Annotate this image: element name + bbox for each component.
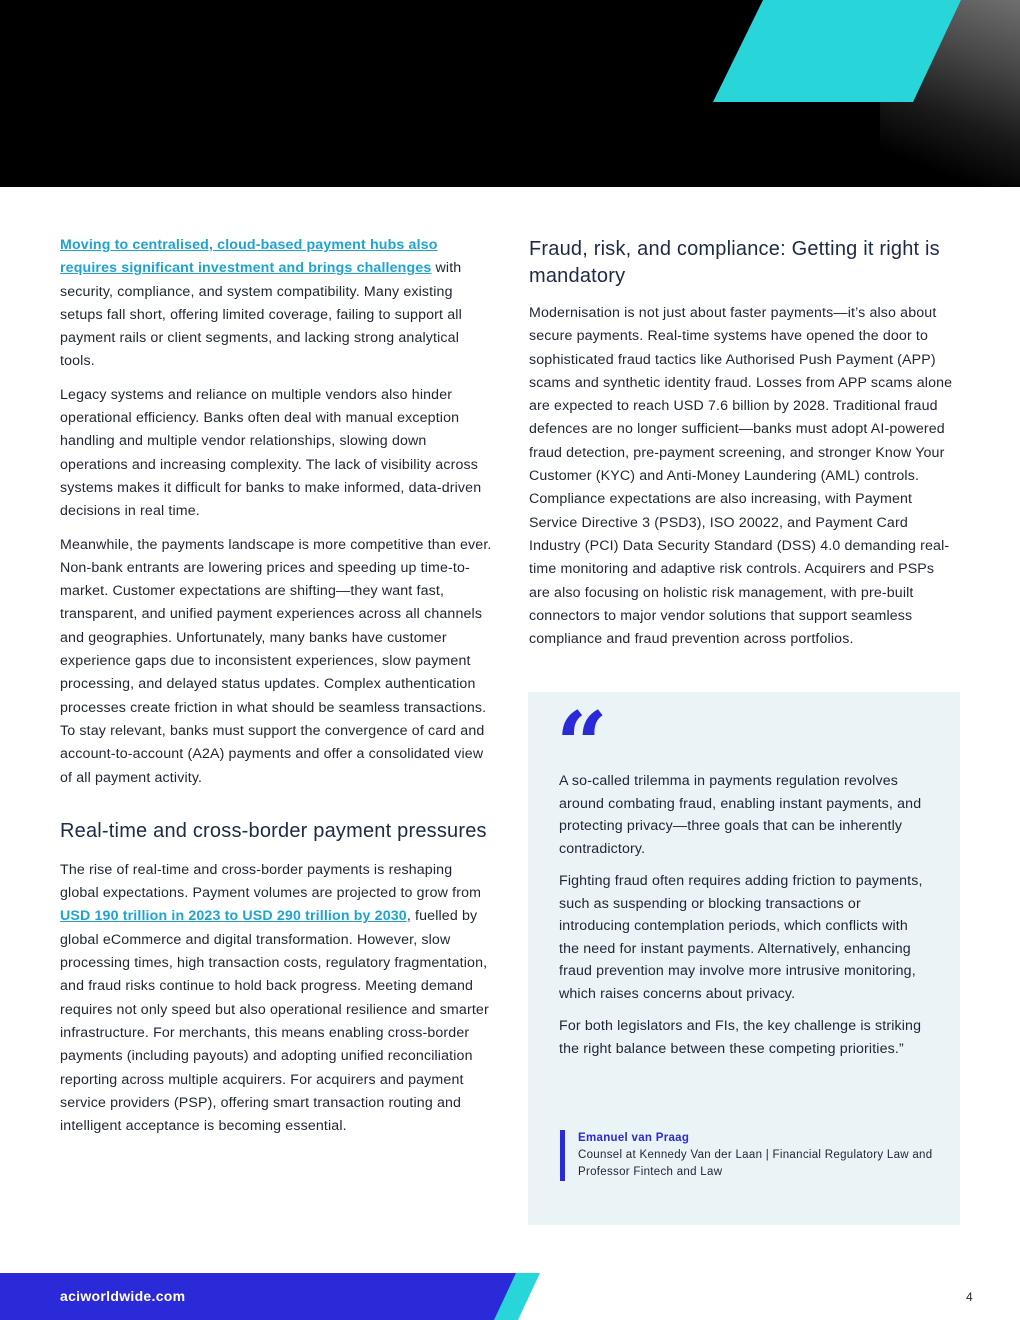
right-paragraph-1: Modernisation is not just about faster payments—it’s also about secure payments. Real-time systems have opened the door to sophisticated fraud tactics like Authorised Push Payment (APP) scams and synthetic identity fraud. Losses from APP scams alone are expected to reach USD 7.6 billion by 2028. Traditional fraud defences are no longer sufficient—banks must adopt AI-powered fraud detection, pre-payment screening, and stronger Know Your Customer (KYC) and Anti-Money Laundering (AML) controls. Compliance expectations are also increasing, with Payment Service Directive 3 (PSD3), ISO 20022, and Payment Card Industry (PCI) Data Security Standard (DSS) 4.0 demanding real-time monitoring and adaptive risk controls. Acquirers and PSPs are also focusing on holistic risk management, with pre-built connectors to major vendor solutions that support seamless compliance and fraud prevention across portfolios. <box>529 305 953 648</box>
left-paragraph-4-after: , fuelled by global eCommerce and digital transformation. However, slow processing times, high transaction costs, regulatory fragmentation, and fraud risks continue to hold back progress. Meeting demand requires not only speed but also operational resilience and smarter infrastructure. For merchants, this means enabling cross-border payments (including payouts) and adopting unified reconciliation reporting across multiple acquirers. For acquirers and payment service providers (PSP), offering smart transaction routing and intelligent acceptance is becoming essential. <box>60 908 489 1135</box>
left-paragraph-4-before: The rise of real-time and cross-border payments is reshaping global expectations. Payment volumes are projected to grow from <box>60 861 482 902</box>
quote-paragraph-1: A so-called trilemma in payments regulation revolves around combating fraud, enabling instant payments, and protecting privacy—three goals that can be inherently contradictory. <box>559 773 922 857</box>
section-heading-real-time: Real-time and cross-border payment pressures <box>60 819 487 842</box>
header-banner <box>0 0 1020 187</box>
quote-author-role: Counsel at Kennedy Van der Laan | Financial Regulatory Law and Professor Fintech and Law <box>578 1149 933 1178</box>
quote-author: Emanuel van Praag <box>578 1132 690 1144</box>
page-number: 4 <box>966 1290 973 1304</box>
quote-paragraph-2: Fighting fraud often requires adding friction to payments, such as suspending or blocking transactions or introducing contemplation periods, which conflicts with the need for instant payments. Alternatively, enhancing fraud prevention may involve more intrusive monitoring, which raises concerns about privacy. <box>559 873 923 1002</box>
footer-website-link[interactable]: aciworldwide.com <box>60 1288 186 1304</box>
quote-text <box>559 770 931 1070</box>
payment-volumes-link[interactable]: USD 190 trillion in 2023 to USD 290 trillion by 2030 <box>60 908 407 925</box>
cloud-payment-hubs-link[interactable]: Moving to centralised, cloud-based payment hubs also requires significant investment and brings challenges <box>60 237 438 277</box>
left-column <box>60 234 494 1148</box>
quote-mark-icon: “ <box>556 692 608 798</box>
quote-attribution <box>560 1130 948 1181</box>
left-paragraph-4 <box>60 859 494 1139</box>
section-heading-fraud: Fraud, risk, and compliance: Getting it right is mandatory <box>529 238 940 287</box>
left-paragraph-1-text: with security, compliance, and system compatibility. Many existing setups fall short, offering limited coverage, failing to support all payment rails or client segments, and lacking strong analytical tools. <box>60 260 462 370</box>
left-paragraph-2: Legacy systems and reliance on multiple vendors also hinder operational efficiency. Banks often deal with manual exception handling and multiple vendor relationships, slowing down operations and increasing complexity. The lack of visibility across systems makes it difficult for banks to make informed, data-driven decisions in real time. <box>60 386 482 520</box>
quote-paragraph-3: For both legislators and FIs, the key challenge is striking the right balance between these competing priorities.” <box>559 1018 922 1057</box>
right-column <box>529 236 959 661</box>
left-paragraph-1 <box>60 234 494 374</box>
left-paragraph-3: Meanwhile, the payments landscape is more competitive than ever. Non-bank entrants are lowering prices and speeding up time-to-market. Customer expectations are shifting—they want fast, transparent, and unified payment experiences across all channels and geographies. Unfortunately, many banks have customer experience gaps due to inconsistent experiences, slow payment processing, and delayed status updates. Complex authentication processes create friction in what should be seamless transactions. To stay relevant, banks must support the convergence of card and account-to-account (A2A) payments and offer a consolidated view of all payment activity. <box>60 536 492 786</box>
